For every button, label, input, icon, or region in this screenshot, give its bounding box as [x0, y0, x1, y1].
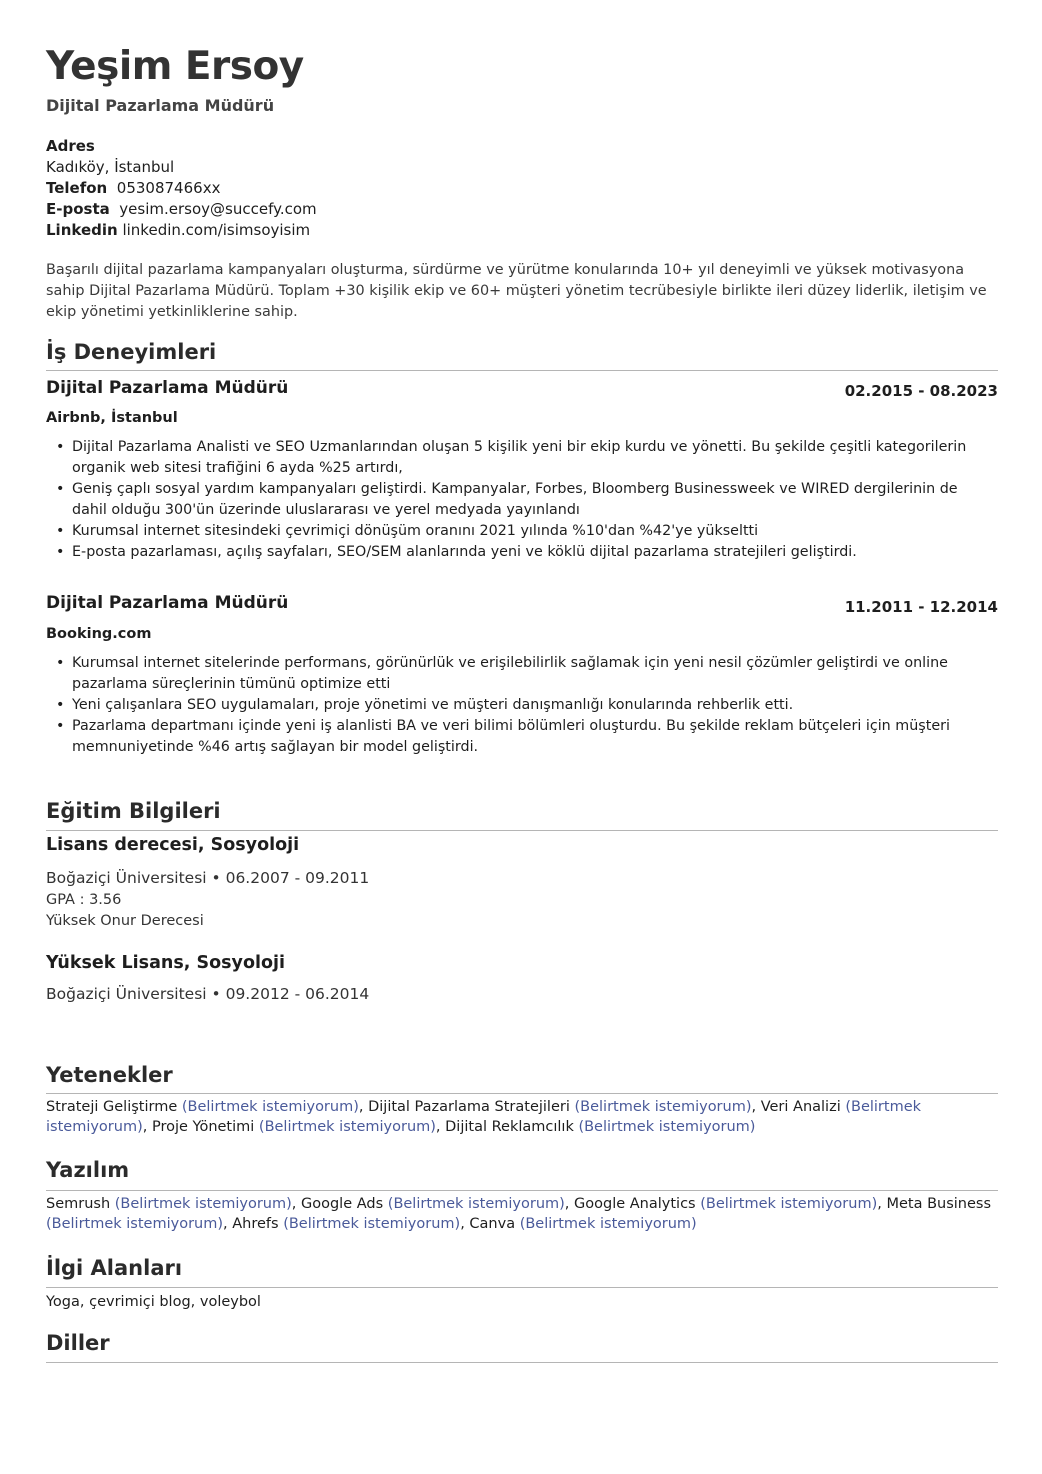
- address-value: Kadıköy, İstanbul: [46, 158, 175, 176]
- software-item: Semrush: [46, 1196, 111, 1212]
- job-bullets: [46, 653, 996, 758]
- interests-divider: [46, 1287, 998, 1288]
- list-item: • Pazarlama departmanı içinde yeni iş alanlisti BA ve veri bilimi bölümleri oluşturdu. Bu şekilde reklam bütçeleri için müşteri memnuniyetinde %46 artış sağlayan bir model geliştirdi.: [46, 716, 996, 758]
- edu-school: Boğaziçi Üniversitesi • 09.2012 - 06.2014: [46, 985, 370, 1003]
- skill-level: (Belirtmek istemiyorum): [578, 1119, 756, 1135]
- software-level: (Belirtmek istemiyorum): [283, 1216, 461, 1232]
- skill-item: Strateji Geliştirme: [46, 1099, 178, 1115]
- job-company: Airbnb, İstanbul: [46, 410, 178, 426]
- email-value: yesim.ersoy@succefy.com: [119, 200, 317, 218]
- job-dates: 02.2015 - 08.2023: [844, 382, 998, 400]
- software-level: (Belirtmek istemiyorum): [700, 1196, 878, 1212]
- skill-item: Veri Analizi: [760, 1099, 841, 1115]
- list-item: • Yeni çalışanlara SEO uygulamaları, proje yönetimi ve müşteri danışmanlığı konularında rehberlik etti.: [46, 695, 996, 716]
- list-item: • E-posta pazarlaması, açılış sayfaları, SEO/SEM alanlarında yeni ve köklü dijital pazarlama stratejileri geliştirdi.: [46, 542, 996, 563]
- languages-divider: [46, 1362, 998, 1363]
- linkedin-row: [46, 220, 317, 241]
- candidate-name: Yeşim Ersoy: [46, 44, 304, 89]
- list-item: • Kurumsal internet sitelerinde performans, görünürlük ve erişilebilirlik sağlamak için yeni nesil çözümler geliştirdi ve online pazarlama süreçlerinin tümünü optimize etti: [46, 653, 996, 695]
- skills-heading: Yetenekler: [46, 1063, 173, 1087]
- interests-heading: İlgi Alanları: [46, 1256, 183, 1280]
- edu-school: Boğaziçi Üniversitesi • 06.2007 - 09.2011: [46, 869, 370, 887]
- edu-degree: Yüksek Lisans, Sosyoloji: [46, 953, 285, 973]
- email-row: [46, 199, 317, 220]
- experience-divider: [46, 370, 998, 371]
- list-item: • Dijital Pazarlama Analisti ve SEO Uzmanlarından oluşan 5 kişilik yeni bir ekip kurdu ve yönetti. Bu şekilde çeşitli kategorilerin organik web sitesi trafiğini 6 ayda %25 artırdı,: [46, 437, 996, 479]
- education-heading: Eğitim Bilgileri: [46, 799, 221, 823]
- linkedin-label: Linkedin: [46, 221, 118, 239]
- candidate-title: Dijital Pazarlama Müdürü: [46, 96, 275, 115]
- contact-block: [46, 136, 317, 241]
- skill-level: (Belirtmek istemiyorum): [258, 1119, 436, 1135]
- phone-label: Telefon: [46, 179, 108, 197]
- education-divider: [46, 830, 998, 831]
- software-level: (Belirtmek istemiyorum): [519, 1216, 697, 1232]
- interests-text: Yoga, çevrimiçi blog, voleybol: [46, 1294, 261, 1310]
- languages-heading: Diller: [46, 1331, 110, 1355]
- list-item: • Geniş çaplı sosyal yardım kampanyaları geliştirdi. Kampanyalar, Forbes, Bloomberg Businessweek ve WIRED dergilerinin de dahil olduğu 300'ün üzerinde uluslararası ve yerel medyada yayınlandı: [46, 479, 996, 521]
- job-bullets: [46, 437, 996, 563]
- job-title: Dijital Pazarlama Müdürü: [46, 593, 289, 613]
- skill-item: Dijital Reklamcılık: [445, 1119, 574, 1135]
- software-level: (Belirtmek istemiyorum): [387, 1196, 565, 1212]
- job-dates: 11.2011 - 12.2014: [844, 598, 998, 616]
- skills-list: Strateji Geliştirme (Belirtmek istemiyorum), Dijital Pazarlama Stratejileri (Belirtmek istemiyorum), Veri Analizi (Belirtmek istemiyorum), Proje Yönetimi (Belirtmek istemiyorum), Dijital Reklamcılık (Belirtmek istemiyorum): [46, 1099, 922, 1135]
- phone-value: 053087466xx: [116, 179, 221, 197]
- edu-gpa: GPA : 3.56: [46, 892, 122, 908]
- edu-honor: Yüksek Onur Derecesi: [46, 913, 204, 929]
- experience-heading: İş Deneyimleri: [46, 340, 217, 364]
- job-company: Booking.com: [46, 626, 152, 642]
- software-item: Google Analytics: [574, 1196, 696, 1212]
- software-item: Canva: [469, 1216, 516, 1232]
- software-list: Semrush (Belirtmek istemiyorum), Google Ads (Belirtmek istemiyorum), Google Analytics (Belirtmek istemiyorum), Meta Business (Belirtmek istemiyorum), Ahrefs (Belirtmek istemiyorum), Canva (Belirtmek istemiyorum): [46, 1196, 992, 1232]
- software-item: Meta Business: [886, 1196, 992, 1212]
- phone-row: [46, 178, 317, 199]
- software-item: Ahrefs: [232, 1216, 279, 1232]
- skills-divider: [46, 1093, 998, 1094]
- software-level: (Belirtmek istemiyorum): [46, 1216, 224, 1232]
- software-level: (Belirtmek istemiyorum): [114, 1196, 292, 1212]
- email-label: E-posta: [46, 200, 110, 218]
- software-divider: [46, 1190, 998, 1191]
- skill-item: Dijital Pazarlama Stratejileri: [368, 1099, 570, 1115]
- list-item: • Kurumsal internet sitesindeki çevrimiçi dönüşüm oranını 2021 yılında %10'dan %42'ye yükseltti: [46, 521, 996, 542]
- linkedin-value: linkedin.com/isimsoyisim: [122, 221, 311, 239]
- skill-level: (Belirtmek istemiyorum): [181, 1099, 359, 1115]
- skill-level: (Belirtmek istemiyorum): [46, 1099, 922, 1135]
- edu-degree: Lisans derecesi, Sosyoloji: [46, 835, 300, 855]
- address-label: Adres: [46, 137, 95, 155]
- software-item: Google Ads: [301, 1196, 384, 1212]
- profile-summary: Başarılı dijital pazarlama kampanyaları oluşturma, sürdürme ve yürütme konularında 10+ yıl deneyimli ve yüksek motivasyona sahip Dijital Pazarlama Müdürü. Toplam +30 kişilik ekip ve 60+ müşteri yönetim tecrübesiyle birlikte ileri düzey liderlik, iletişim ve ekip yönetimi yetkinliklerine sahip.: [46, 262, 987, 320]
- skill-item: Proje Yönetimi: [151, 1119, 255, 1135]
- software-heading: Yazılım: [46, 1158, 130, 1182]
- skill-level: (Belirtmek istemiyorum): [574, 1099, 752, 1115]
- job-title: Dijital Pazarlama Müdürü: [46, 378, 289, 398]
